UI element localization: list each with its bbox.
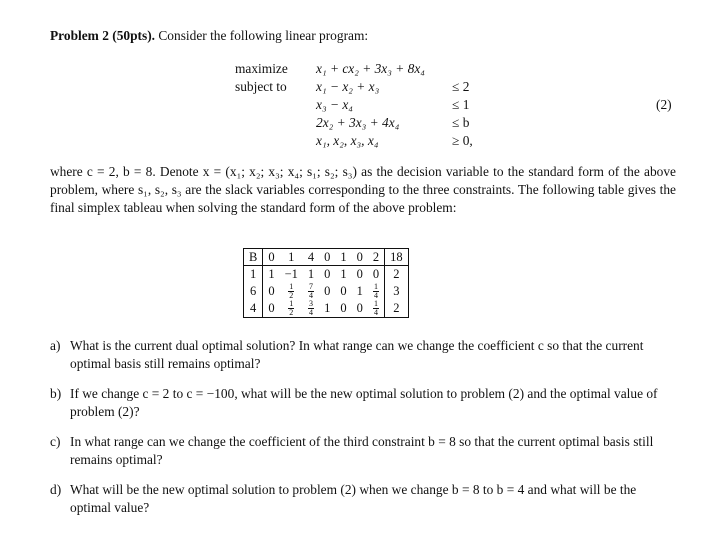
tableau-cell: 4 (303, 249, 319, 266)
question-text: What is the current dual optimal solution? In what range can we change the coefficient c so that the current optimal basis still remains optimal? (70, 338, 644, 371)
tableau-basis-cell: B (244, 249, 263, 266)
objective-function: x₁ + cx₂ + 3x₃ + 8x₄ (316, 61, 425, 76)
tableau-cell (280, 300, 303, 318)
tableau-cell (368, 300, 385, 318)
maximize-label: maximize (235, 61, 288, 76)
question-label: a) (50, 338, 61, 353)
tableau-cell: 1 (324, 301, 331, 316)
constraint-3-rhs: ≤ b (452, 115, 470, 130)
tableau-cell (303, 282, 319, 300)
question-text: If we change c = 2 to c = −100, what will be the new optimal solution to problem (2) and the optimal value of problem (2)? (70, 386, 658, 419)
question-a (50, 337, 678, 373)
subject-to-label: subject to (235, 79, 287, 94)
tableau-cell: 0 (356, 301, 363, 316)
tableau-cell: −1 (284, 267, 298, 281)
tableau-rhs-cell: 2 (393, 267, 400, 281)
tableau-cell: 1 (268, 267, 275, 281)
tableau-cell: 1 (340, 267, 347, 281)
constraint-3-lhs: 2x₂ + 3x₃ + 4x₄ (316, 115, 400, 130)
tableau-cell (368, 282, 385, 300)
fraction: $\frac{1}{2}$ (289, 281, 294, 300)
tableau-cell: 0 (352, 249, 368, 266)
tableau-cell: 1 (335, 249, 351, 266)
constraint-2-rhs: ≤ 1 (452, 97, 470, 112)
question-label: b) (50, 386, 62, 401)
tableau-cell: 0 (319, 249, 335, 266)
tableau-cell: 2 (368, 249, 385, 266)
tableau-cell: 0 (263, 249, 280, 266)
tableau-cell: 0 (340, 283, 347, 298)
tableau-row (244, 300, 409, 318)
tableau-cell (280, 282, 303, 300)
tableau-row (244, 266, 409, 283)
question-label: d) (50, 482, 62, 497)
fraction: $\frac{3}{4}$ (309, 299, 314, 318)
tableau-row (244, 249, 409, 266)
tableau-cell: 0 (324, 267, 331, 281)
tableau-rhs-cell: 18 (385, 249, 409, 266)
fraction: $\frac{1}{2}$ (289, 299, 294, 318)
question-label: c) (50, 434, 61, 449)
constraint-1-rhs: ≤ 2 (452, 79, 470, 94)
nonnegativity-rhs: ≥ 0, (452, 133, 473, 148)
fraction: $\frac{1}{4}$ (374, 281, 379, 300)
tableau-basis-cell: 4 (244, 300, 263, 318)
tableau-cell: 1 (356, 283, 363, 298)
tableau-rhs-cell: 2 (393, 301, 400, 316)
tableau-cell: 0 (356, 267, 363, 281)
description-paragraph: where c = 2, b = 8. Denote x = (x₁; x₂; x₃; x₄; s₁; s₂; s₃) as the decision variable to the standard form of the above problem, where s₁, s₂, s₃ are the slack variables corresponding to the three constraints. The following table gives the final simplex tableau when solving the standard form of the above problem: (50, 164, 676, 215)
fraction: $\frac{1}{4}$ (374, 299, 379, 318)
tableau-basis-cell: 6 (244, 282, 263, 300)
equation-number: (2) (656, 97, 672, 112)
tableau-cell: 0 (368, 266, 385, 283)
constraint-2-lhs: x₃ − x₄ (316, 97, 353, 112)
tableau-cell: 1 (307, 267, 315, 281)
question-b (50, 385, 678, 421)
nonnegativity-lhs: x₁, x₂, x₃, x₄ (316, 133, 379, 148)
tableau-cell: 0 (340, 301, 347, 316)
simplex-tableau (243, 248, 409, 318)
constraint-1-lhs: x₁ − x₂ + x₃ (316, 79, 380, 94)
tableau-rhs-cell: 3 (393, 283, 400, 298)
question-text: What will be the new optimal solution to problem (2) when we change b = 8 to b = 4 and what will be the optimal value? (70, 482, 637, 515)
tableau-cell: 0 (268, 301, 275, 316)
tableau-cell: 0 (324, 283, 331, 298)
problem-title: Problem 2 (50pts). (50, 28, 156, 43)
problem-heading (50, 27, 368, 45)
fraction: $\frac{7}{4}$ (309, 281, 314, 300)
tableau-cell: 1 (280, 249, 303, 266)
tableau-cell: 0 (268, 283, 275, 298)
tableau-cell (303, 300, 319, 318)
question-c (50, 433, 678, 469)
tableau-row (244, 282, 409, 300)
problem-intro: Consider the following linear program: (158, 28, 369, 43)
question-text: In what range can we change the coefficient of the third constraint b = 8 so that the current optimal basis still remains optimal? (70, 434, 654, 467)
question-d (50, 481, 678, 517)
tableau-basis-cell: 1 (244, 266, 263, 283)
